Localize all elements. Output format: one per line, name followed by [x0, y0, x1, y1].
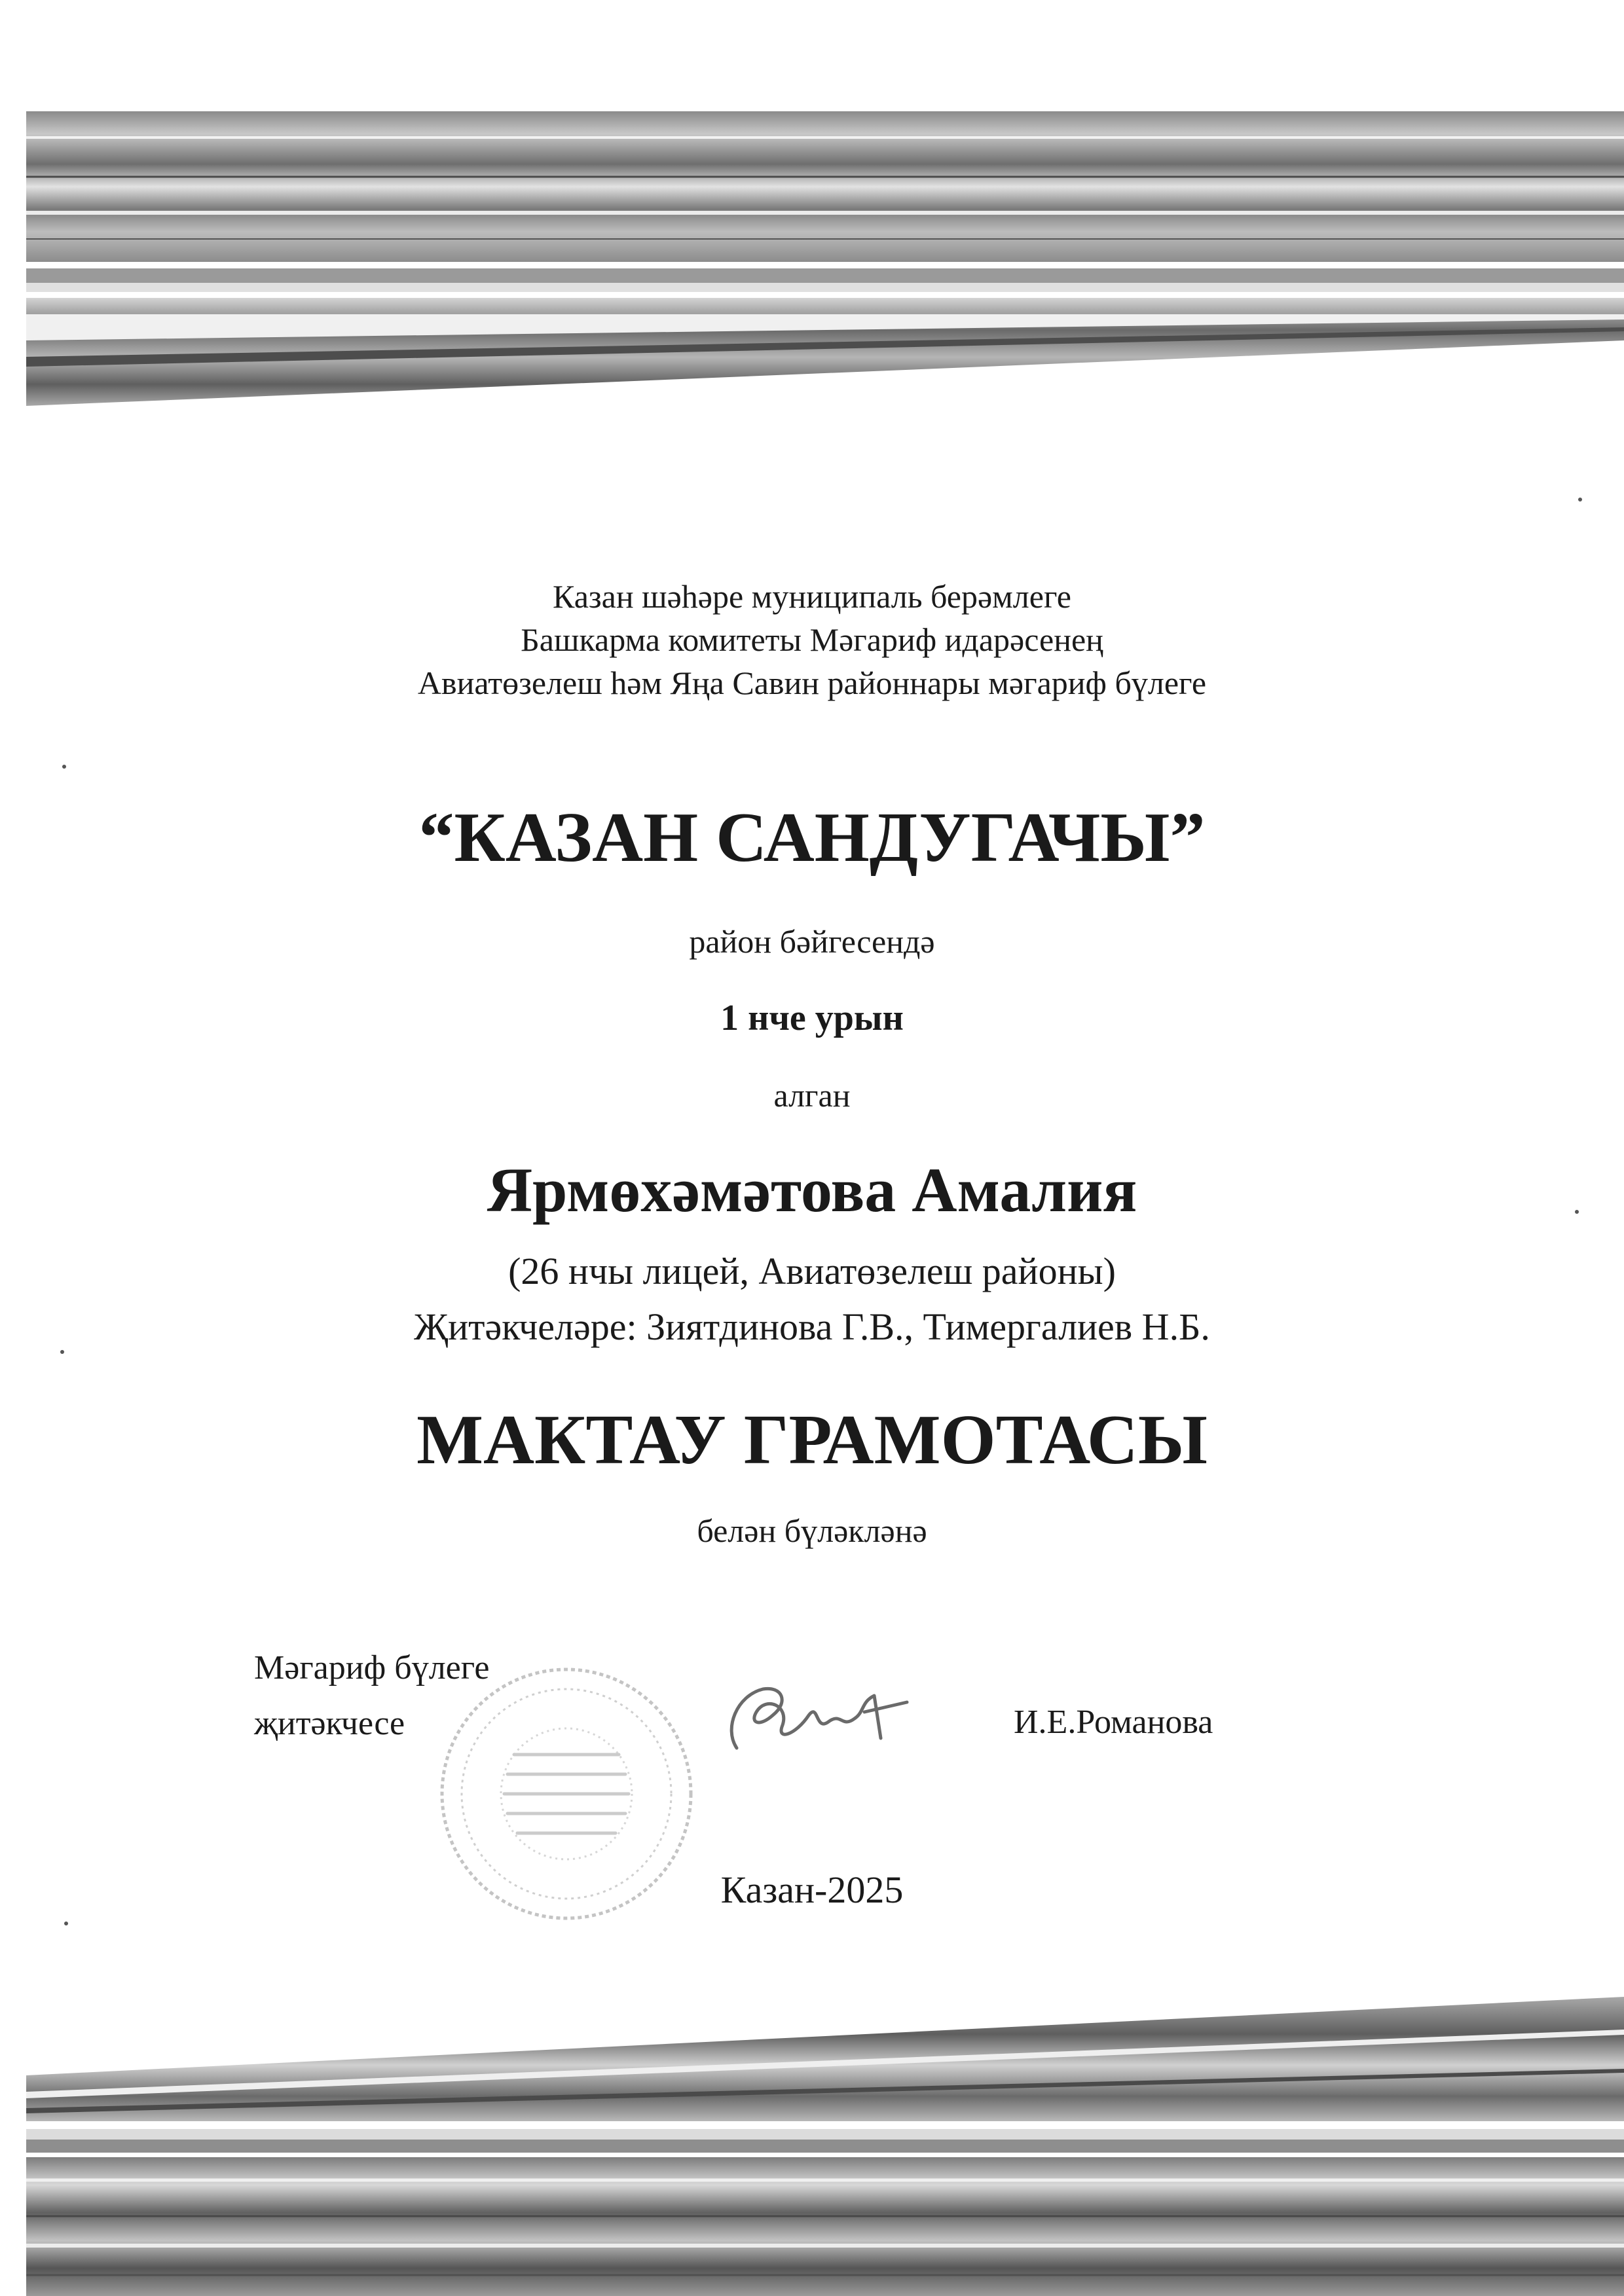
- winner-mentors: Җитәкчеләре: Зиятдинова Г.В., Тимергалиев Н.Б.: [414, 1305, 1210, 1348]
- issuer-line-2: Башкарма комитеты Мәгариф идарәсенең: [521, 621, 1103, 658]
- signatory-position-line-1: Мәгариф бүлеге: [254, 1649, 490, 1686]
- scan-speck: [1578, 498, 1582, 501]
- winner-name: Ярмөхәмәтова Амалия: [487, 1155, 1137, 1225]
- winner-school: (26 нчы лицей, Авиатөзелеш районы): [508, 1250, 1116, 1292]
- signatory-position-line-2: җитәкчесе: [254, 1705, 405, 1742]
- bottom-decorative-band: [0, 1958, 1624, 2296]
- issuer-line-3: Авиатөзелеш һәм Яңа Савин районнары мәгариф бүлеге: [417, 665, 1207, 701]
- scan-speck: [62, 765, 66, 769]
- issuer-line-1: Казан шәһәре муниципаль берәмлеге: [553, 578, 1071, 615]
- received-text: алган: [773, 1077, 851, 1114]
- city-year: Казан-2025: [720, 1868, 904, 1911]
- place-text: 1 нче урын: [720, 998, 904, 1038]
- contest-caption: район бәйгесендә: [689, 923, 935, 960]
- scan-speck: [64, 1922, 68, 1925]
- scan-speck: [1575, 1210, 1579, 1214]
- scan-speck: [60, 1350, 64, 1354]
- signatory-name: И.Е.Романова: [1014, 1704, 1213, 1741]
- top-decorative-band: [0, 98, 1624, 432]
- handwritten-signature: [710, 1676, 920, 1768]
- award-caption: белән бүләкләнә: [697, 1512, 927, 1549]
- contest-title: “КАЗАН САНДУГАЧЫ”: [418, 799, 1206, 877]
- award-title: МАКТАУ ГРАМОТАСЫ: [416, 1401, 1208, 1479]
